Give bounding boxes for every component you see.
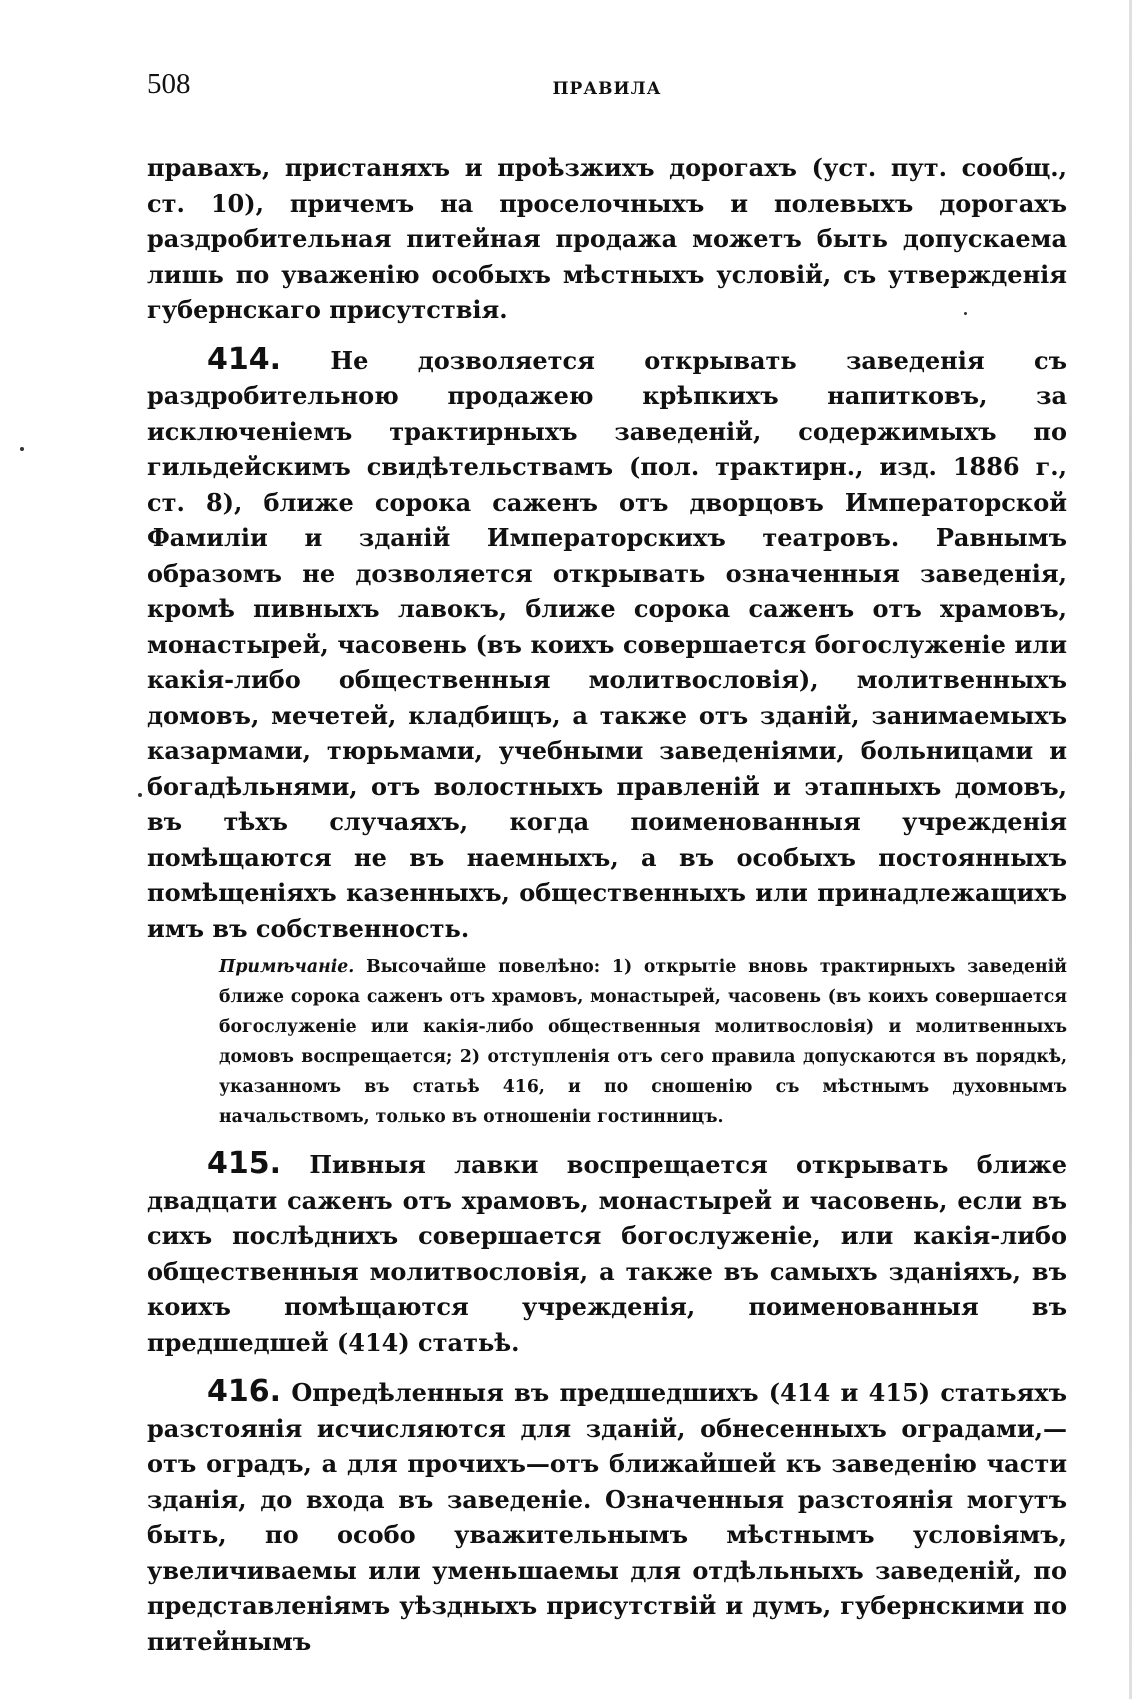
paragraph-text: правахъ, пристаняхъ и проѣзжихъ дорогахъ (уст. пут. сообщ., ст. 10), причемъ на проселочныхъ и полевыхъ дорогахъ раздробительная питейная продажа можетъ быть допускаема лишь по уваженію особыхъ мѣстныхъ условій, съ утвержденія губернскаго присутствія. <box>147 153 1067 324</box>
article-text: Опредѣленныя въ предшедшихъ (414 и 415) статьяхъ разстоянія исчисляются для зданій, обнесенныхъ оградами,—отъ оградъ, а для прочихъ—отъ ближайшей къ заведенію части зданія, до входа въ заведеніе. Означенныя разстоянія могутъ быть, по особо уважительнымъ мѣстнымъ условіямъ, увеличиваемы или уменьшаемы для отдѣльныхъ заведеній, по представленіямъ уѣздныхъ присутствій и думъ, губернскими по питейнымъ <box>147 1378 1068 1656</box>
article-416: 416. Опредѣленныя въ предшедшихъ (414 и 415) статьяхъ разстоянія исчисляются для зданій, обнесенныхъ оградами,—отъ оградъ, а для прочихъ—отъ ближайшей къ заведенію части зданія, до входа въ заведеніе. Означенныя разстоянія могутъ быть, по особо уважительнымъ мѣстнымъ условіямъ, увеличиваемы или уменьшаемы для отдѣльныхъ заведеній, по представленіямъ уѣздныхъ присутствій и думъ, губернскими по питейнымъ <box>147 1374 1068 1656</box>
article-414: 414. Не дозволяется открывать заведенія съ раздробительною продажею крѣпкихъ напитковъ, за исключеніемъ трактирныхъ заведеній, содержимыхъ по гильдейскимъ свидѣтельствамъ (пол. трактирн., изд. 1886 г., ст. 8), ближе сорока саженъ отъ дворцовъ Императорской Фамиліи и зданій Императорскихъ театровъ. Равнымъ образомъ не дозволяется открывать означенныя заведенія, кромѣ пивныхъ лавокъ, ближе сорока саженъ отъ храмовъ, монастырей, часовень (въ коихъ совершается богослуженіе или какія-либо общественныя молитвословія), молитвенныхъ домовъ, мечетей, кладбищъ, а также отъ зданій, занимаемыхъ казармами, тюрьмами, учебными заведеніями, больницами и богадѣльнями, отъ волостныхъ правленій и этапныхъ домовъ, въ тѣхъ случаяхъ, когда поименованныя учрежденія помѣщаются не въ наемныхъ, а въ особыхъ постоянныхъ помѣщеніяхъ казенныхъ, общественныхъ или принадлежащихъ имъ въ собственность. <box>147 341 1067 943</box>
scan-speck <box>138 793 142 797</box>
article-number: 416 <box>207 1374 270 1409</box>
continued-paragraph <box>147 150 1067 328</box>
article-text: Не дозволяется открывать заведенія съ раздробительною продажею крѣпкихъ напитковъ, за исключеніемъ трактирныхъ заведеній, содержимыхъ по гильдейскимъ свидѣтельствамъ (пол. трактирн., изд. 1886 г., ст. 8), ближе сорока саженъ отъ дворцовъ Императорской Фамиліи и зданій Императорскихъ театровъ. Равнымъ образомъ не дозволяется открывать означенныя заведенія, кромѣ пивныхъ лавокъ, ближе сорока саженъ отъ храмовъ, монастырей, часовень (въ коихъ совершается богослуженіе или какія-либо общественныя молитвословія), молитвенныхъ домовъ, мечетей, кладбищъ, а также отъ зданій, занимаемыхъ казармами, тюрьмами, учебными заведеніями, больницами и богадѣльнями, отъ волостныхъ правленій и этапныхъ домовъ, въ тѣхъ случаяхъ, когда поименованныя учрежденія помѣщаются не въ наемныхъ, а въ особыхъ постоянныхъ помѣщеніяхъ казенныхъ, общественныхъ или принадлежащихъ имъ въ собственность. <box>147 345 1067 943</box>
note-label: Примѣчаніе. <box>219 957 355 977</box>
article-number: 415 <box>207 1146 270 1181</box>
article-text: Пивныя лавки воспрещается открывать ближе двадцати саженъ отъ храмовъ, монастырей и часовень, если въ сихъ послѣднихъ совершается богослуженіе, или какія-либо общественныя молитвословія, а также въ самыхъ зданіяхъ, въ коихъ помѣщаются учрежденія, поименованныя въ предшедшей (414) статьѣ. <box>147 1150 1067 1357</box>
scan-speck <box>20 447 24 451</box>
page-header <box>147 60 1067 108</box>
page-edge-shadow <box>1129 0 1132 1699</box>
article-415: 415. Пивныя лавки воспрещается открывать ближе двадцати саженъ отъ храмовъ, монастырей и часовень, если въ сихъ послѣднихъ совершается богослуженіе, или какія-либо общественныя молитвословія, а также въ самыхъ зданіяхъ, въ коихъ помѣщаются учрежденія, поименованныя въ предшедшей (414) статьѣ. <box>147 1146 1067 1357</box>
article-number: 414 <box>207 341 270 377</box>
page-number: 508 <box>147 68 191 100</box>
page <box>147 60 1067 1659</box>
running-title: ПРАВИЛА <box>552 79 662 99</box>
footnote-remark <box>219 952 1067 1132</box>
note-text: Высочайше повелѣно: 1) открытіе вновь трактирныхъ заведеній ближе сорока саженъ отъ храмовъ, монастырей, часовень (въ коихъ совершается богослуженіе или какія-либо общественныя молитвословія) и молитвенныхъ домовъ воспрещается; 2) отступленія отъ сего правила допускаются въ порядкѣ, указанномъ въ статьѣ 416, и по сношенію съ мѣстнымъ духовнымъ начальствомъ, только въ отношеніи гостинницъ. <box>219 957 1067 1127</box>
